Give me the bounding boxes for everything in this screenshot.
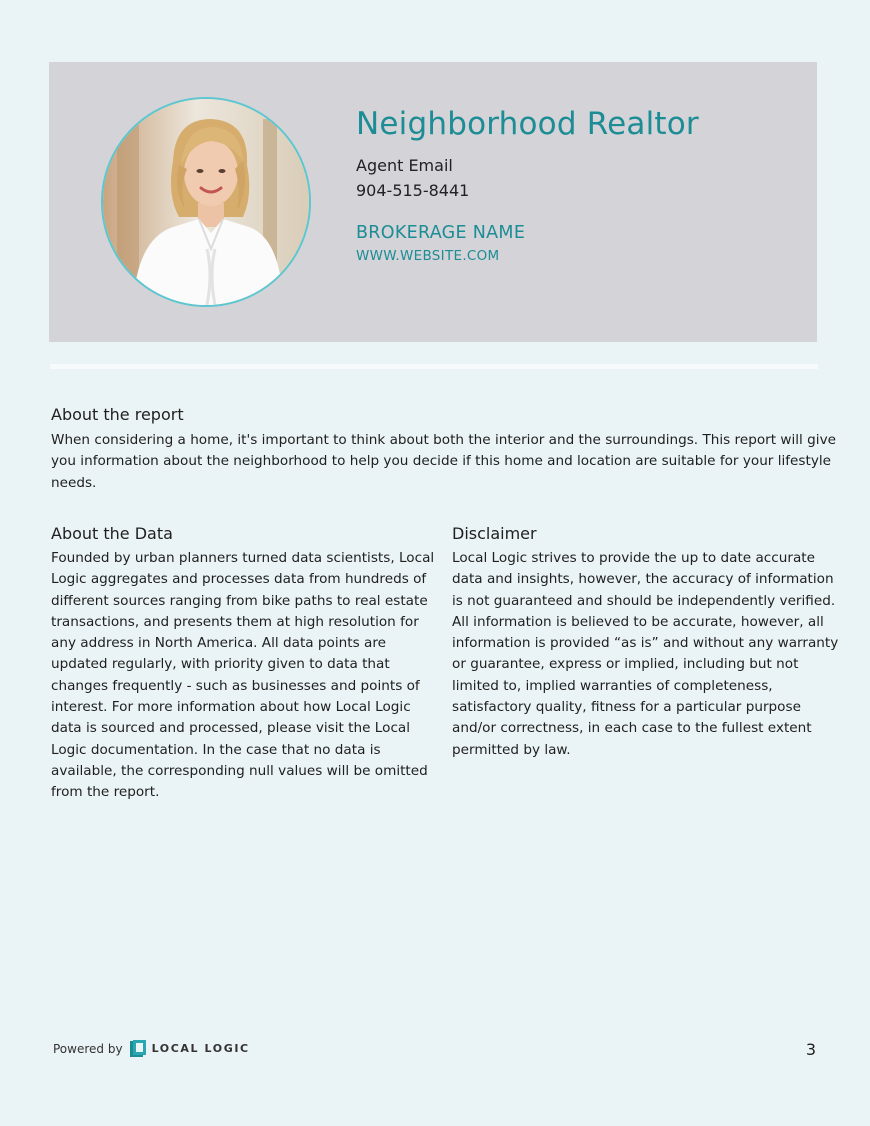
about-data-text: Founded by urban planners turned data scientists, Local Logic aggregates and processes data from hundreds of different sources ranging from bike paths to real estate transactions, and presents them at high resolution for any address in North America. All data points are updated regularly, with priority given to data that changes frequently - such as businesses and points of interest. For more information about how Local Logic data is sourced and processed, please visit the Local Logic documentation. In the case that no data is available, the corresponding null values will be omitted from the report. (51, 550, 435, 801)
agent-name: Neighborhood Realtor (356, 106, 699, 142)
agent-photo (101, 97, 311, 307)
local-logic-logo (130, 1040, 250, 1057)
powered-by-label: Powered by (53, 1041, 123, 1056)
disclaimer-title: Disclaimer (452, 524, 537, 543)
website-link[interactable]: WWW.WEBSITE.COM (356, 248, 500, 264)
local-logic-logo-icon (130, 1040, 146, 1057)
disclaimer-text: Local Logic strives to provide the up to date accurate data and insights, however, the accuracy of information is not guaranteed and should be independently verified. All information is believed to be accurate, however, all information is provided “as is” and without any warranty or guarantee, express or implied, including but not limited to, implied warranties of completeness, satisfactory quality, fitness for a particular purpose and/or correctness, in each case to the fullest extent permitted by law. (452, 550, 839, 758)
about-data-section (51, 524, 443, 804)
brokerage-name: BROKERAGE NAME (356, 223, 526, 243)
agent-card (49, 62, 817, 342)
about-report-section (51, 405, 856, 494)
section-divider (50, 364, 818, 369)
agent-info (356, 102, 699, 265)
disclaimer-section (452, 524, 848, 761)
agent-email[interactable]: Agent Email (356, 156, 453, 175)
agent-portrait-icon (103, 99, 309, 305)
agent-phone[interactable]: 904-515-8441 (356, 181, 470, 200)
about-report-title: About the report (51, 405, 184, 424)
about-report-text: When considering a home, it's important to think about both the interior and the surroundings. This report will give you information about the neighborhood to help you decide if this home and location are suitable for your lifestyle needs. (51, 432, 836, 491)
about-data-title: About the Data (51, 524, 173, 543)
footer (53, 1040, 250, 1057)
local-logic-logo-text: LOCAL LOGIC (151, 1042, 250, 1055)
page-number: 3 (805, 1040, 816, 1059)
